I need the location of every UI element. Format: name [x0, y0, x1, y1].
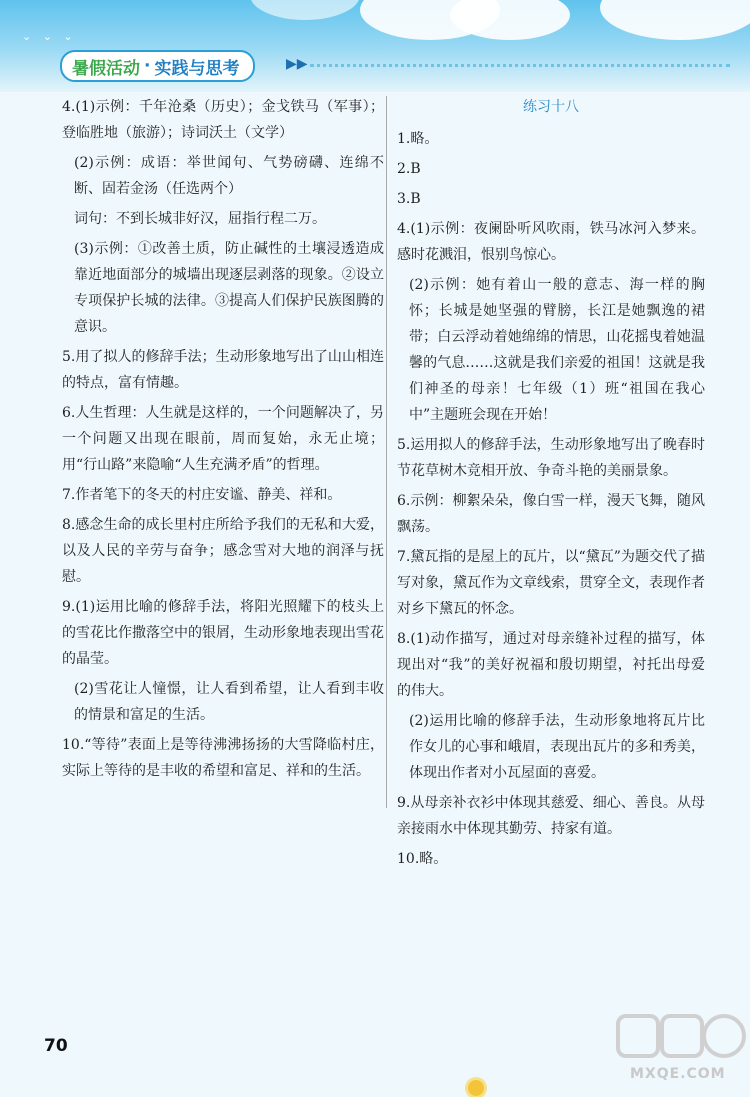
answer-item: (2)雪花让人憧憬，让人看到希望，让人看到丰收的情景和富足的生活。 [74, 681, 384, 723]
answer-item: 5.运用拟人的修辞手法，生动形象地写出了晚春时节花草树木竞相开放、争奇斗艳的美丽景象。 [397, 437, 705, 479]
answer-item: (3)示例：①改善土质，防止碱性的土壤浸透造成靠近地面部分的城墙出现逐层剥落的现象。②设立专项保护长城的法律。③提高人们保护民族图腾的意识。 [74, 241, 384, 335]
flower-icon [468, 1080, 484, 1096]
answer-item: (2)运用比喻的修辞手法，生动形象地将瓦片比作女儿的心事和峨眉，表现出瓦片的多和秀美，体现出作者对小瓦屋面的喜爱。 [409, 713, 705, 781]
answer-item: 10.“等待”表面上是等待沸沸扬扬的大雪降临村庄，实际上等待的是丰收的希望和富足、祥和的生活。 [62, 737, 384, 779]
header-dotted-line [310, 64, 730, 67]
answers-right-column [397, 94, 705, 876]
answer-item: 词句：不到长城非好汉，屈指行程二万。 [74, 211, 326, 227]
cloud-decoration [600, 0, 750, 40]
answer-item: 9.(1)运用比喻的修辞手法，将阳光照耀下的枝头上的雪花比作撒落空中的银屑，生动形象地表现出雪花的晶莹。 [62, 599, 384, 667]
answer-item: 8.感念生命的成长里村庄所给予我们的无私和大爱，以及人民的辛劳与奋争；感念雪对大地的润泽与抚慰。 [62, 517, 384, 585]
birds-decoration: ⌄ ⌄ ⌄ [22, 30, 77, 43]
answer-item: 9.从母亲补衣衫中体现其慈爱、细心、善良。从母亲接雨水中体现其勤劳、持家有道。 [397, 795, 705, 837]
answer-item: 6.人生哲理：人生就是这样的，一个问题解决了，另一个问题又出现在眼前，周而复始，永无止境；用“行山路”来隐喻“人生充满矛盾”的哲理。 [62, 405, 384, 473]
answers-right-list [397, 126, 705, 872]
answer-item: (2)示例：她有着山一般的意志、海一样的胸怀；长城是她坚强的臂膀，长江是她飘逸的裙带；白云浮动着她绵绵的情思，山花摇曳着她温馨的气息……这就是我们亲爱的祖国！这就是我们神圣的母亲！七年级（1）班“祖国在我心中”主题班会现在开始！ [409, 277, 705, 423]
header-title-part2: 实践与思考 [154, 58, 240, 79]
answer-item: 6.示例：柳絮朵朵，像白雪一样，漫天飞舞，随风飘荡。 [397, 493, 705, 535]
page-header-banner [0, 0, 750, 92]
column-divider [386, 96, 387, 808]
answer-item: 5.用了拟人的修辞手法；生动形象地写出了山山相连的特点，富有情趣。 [62, 349, 384, 391]
answer-item: 3.B [397, 191, 421, 207]
cloud-decoration [250, 0, 360, 20]
header-title [60, 50, 255, 82]
header-title-part1: 暑假活动 [72, 58, 140, 79]
section-title-exercise-18: 练习十八 [523, 99, 579, 115]
answer-item: 10.略。 [397, 851, 448, 867]
header-title-separator: · [144, 56, 151, 76]
page-number: 70 [44, 1036, 68, 1056]
answer-item: 8.(1)动作描写，通过对母亲缝补过程的描写，体现出对“我”的美好祝福和殷切期望，衬托出母爱的伟大。 [397, 631, 705, 699]
answer-item: 7.作者笔下的冬天的村庄安谧、静美、祥和。 [62, 487, 342, 503]
answer-item: (2)示例：成语：举世闻句、气势磅礴、连绵不断、固若金汤（任选两个） [74, 155, 384, 197]
answer-item: 1.略。 [397, 131, 439, 147]
answer-item: 4.(1)示例：千年沧桑（历史）；金戈铁马（军事）；登临胜地（旅游）；诗词沃土（文学） [62, 99, 384, 141]
answer-item: 2.B [397, 161, 421, 177]
header-arrows-icon: ▶▶ [286, 56, 308, 72]
answer-item: 7.黛瓦指的是屋上的瓦片，以“黛瓦”为题交代了描写对象，黛瓦作为文章线索，贯穿全文，表现作者对乡下黛瓦的怀念。 [397, 549, 705, 617]
watermark-text: MXQE.COM [630, 1066, 726, 1082]
answers-left-column [62, 94, 384, 788]
answer-item: 4.(1)示例：夜阑卧听风吹雨，铁马冰河入梦来。感时花溅泪，恨别鸟惊心。 [397, 221, 705, 263]
